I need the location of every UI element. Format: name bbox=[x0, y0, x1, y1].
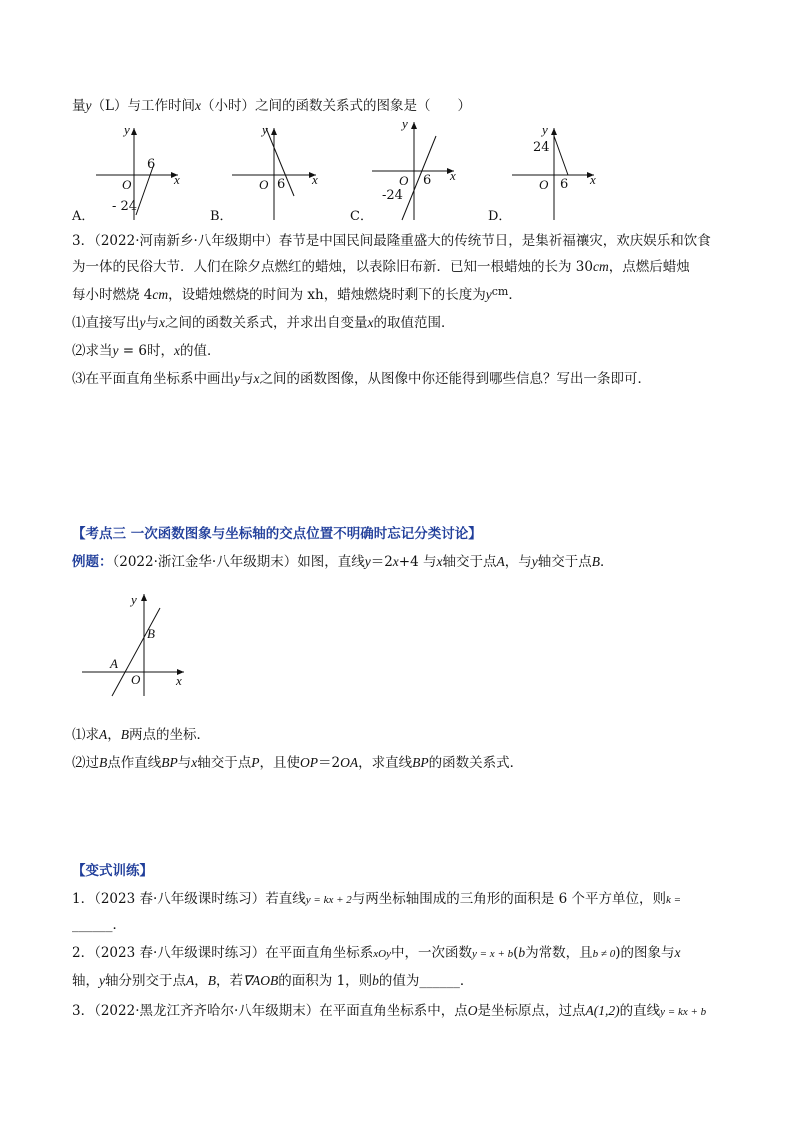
kp3-sub-2 bbox=[72, 753, 523, 773]
t3-b: 是坐标原点，过点 bbox=[477, 1003, 586, 1019]
t2-end: ． bbox=[459, 973, 474, 989]
q3-l3-text-b: ，设蜡烛燃烧的时间为 xh，蜡烛燃烧时剩下的长度为 bbox=[168, 287, 486, 303]
t1-k: k = bbox=[665, 894, 682, 906]
option-b-label[interactable]: B． bbox=[210, 209, 233, 224]
q3-p1-y: y bbox=[139, 315, 146, 330]
kp3-graph-y: y bbox=[131, 592, 137, 607]
option-c-tick-neg24: -24 bbox=[382, 188, 403, 203]
option-c-tick-6: 6 bbox=[423, 173, 432, 188]
kp3-ex-f: 轴交于点 bbox=[537, 554, 592, 570]
q2-var-y: y bbox=[85, 98, 92, 113]
t3-O: O bbox=[467, 1003, 478, 1018]
q3-p1-c: 之间的函数关系式，并求出自变量 bbox=[165, 315, 368, 331]
q3-p1-a: ⑴直接写出 bbox=[72, 315, 140, 331]
t2-x: x bbox=[674, 945, 681, 960]
option-a-tick-neg24: - 24 bbox=[112, 199, 138, 214]
q3-p2-x: x bbox=[173, 343, 180, 358]
option-a-origin: O bbox=[122, 177, 132, 192]
kp3-ex-g: ． bbox=[600, 554, 614, 570]
option-d-y-label: y bbox=[542, 122, 548, 137]
option-a-tick-6: 6 bbox=[147, 157, 156, 172]
q3-part-3 bbox=[72, 369, 651, 389]
t2-eq: y = x + b bbox=[472, 948, 514, 960]
kp3-ex-a: （2022·浙江金华·八年级期末）如图，直线 bbox=[112, 554, 365, 570]
option-d-tick-6: 6 bbox=[560, 177, 569, 192]
q3-part-2 bbox=[72, 341, 220, 361]
kp3-s2-B: B bbox=[99, 755, 108, 770]
t2-k: 的值为 bbox=[378, 973, 420, 989]
kp3-s2-x: x bbox=[191, 755, 198, 770]
option-b-tick-6: 6 bbox=[277, 177, 286, 192]
q3-l3-end: ． bbox=[508, 287, 522, 303]
training-q1 bbox=[72, 889, 681, 910]
t2-g: 轴分别交于点 bbox=[105, 973, 186, 989]
option-a-x-label: x bbox=[174, 172, 180, 187]
q3-l3-var-y: y bbox=[485, 287, 492, 302]
option-d-label[interactable]: D． bbox=[488, 209, 512, 224]
q2-text-a: 量 bbox=[72, 98, 86, 114]
kp3-graph-point-A: A bbox=[110, 656, 118, 671]
q3-part-1 bbox=[72, 313, 455, 333]
kp3-ex-e: ，与 bbox=[504, 554, 532, 570]
t2-ne: b ≠ 0 bbox=[592, 948, 616, 960]
kp3-graph-origin: O bbox=[131, 672, 141, 687]
kp3-s2-a: ⑵过 bbox=[72, 755, 99, 771]
kp3-s2-e: ，且使 bbox=[259, 755, 300, 771]
option-d-tick-24: 24 bbox=[533, 140, 550, 155]
kp3-ex-c: +4 与 bbox=[398, 554, 437, 570]
t1-b: 与两坐标轴围成的三角形的面积是 6 个平方单位，则 bbox=[351, 891, 666, 907]
t1-answer-blank[interactable]: ______ bbox=[72, 917, 113, 933]
t2-b2: b bbox=[372, 973, 379, 988]
training-q2-line2 bbox=[72, 971, 473, 991]
kp3-s2-P: P bbox=[251, 755, 260, 770]
t2-B: B bbox=[207, 973, 216, 988]
q3-p3-y: y bbox=[234, 371, 240, 386]
kp3-s2-OA: OA bbox=[340, 755, 359, 770]
kp3-s2-BP2: BP bbox=[412, 755, 429, 770]
kp3-ex-x: x bbox=[392, 554, 399, 569]
kp3-graph-x: x bbox=[176, 673, 182, 688]
kp3-ex-A: A bbox=[496, 554, 505, 569]
q3-p3-x: x bbox=[253, 371, 260, 386]
kp3-s1-a: ⑴求 bbox=[72, 727, 99, 743]
kp3-ex-y2: y bbox=[531, 554, 538, 569]
kp3-s2-c: 与 bbox=[177, 755, 192, 771]
t2-b: 中，一次函数 bbox=[391, 945, 472, 961]
q3-l3-text: 每小时燃烧 4 bbox=[72, 287, 153, 303]
kp3-s1-A: A bbox=[99, 727, 108, 742]
training-title: 【变式训练】 bbox=[72, 863, 153, 879]
t2-A: A bbox=[186, 973, 195, 988]
t1-end: ． bbox=[112, 917, 126, 933]
kp3-s2-OP: OP bbox=[300, 755, 318, 770]
kp3-s2-b: 点作直线 bbox=[107, 755, 162, 771]
kp3-ex-y: y bbox=[364, 554, 371, 569]
t2-triangle: ∇AOB bbox=[243, 973, 279, 988]
kp3-title: 【考点三 一次函数图象与坐标轴的交点位置不明确时忘记分类讨论】 bbox=[72, 526, 482, 542]
t1-a: 1．（2023 春·八年级课时练习）若直线 bbox=[72, 891, 306, 907]
q2-stem bbox=[72, 96, 471, 116]
q3-p1-b: 与 bbox=[145, 315, 159, 331]
kp3-graph-point-B: B bbox=[147, 626, 155, 641]
kp3-ex-x2: x bbox=[436, 554, 443, 569]
q3-p2-a: ⑵求当 bbox=[72, 343, 113, 359]
t2-j: 的面积为 1，则 bbox=[278, 973, 373, 989]
kp3-s1-b: ， bbox=[107, 727, 121, 743]
t2-h: ， bbox=[194, 973, 208, 989]
q3-p1-d: 的取值范围． bbox=[373, 315, 455, 331]
option-c-x-label: x bbox=[450, 168, 456, 183]
t1-eq: y = kx + 2 bbox=[305, 894, 352, 906]
q3-p3-b: 与 bbox=[240, 371, 254, 387]
q3-p3-c: 之间的函数图像，从图像中你还能得到哪些信息？写出一条即可． bbox=[259, 371, 651, 387]
kp3-s2-f: ＝2 bbox=[318, 755, 341, 771]
option-c-label[interactable]: C． bbox=[350, 209, 373, 224]
kp3-sub-1 bbox=[72, 725, 210, 745]
training-q3 bbox=[72, 1001, 706, 1022]
option-b-y-label: y bbox=[262, 122, 268, 137]
t2-i: ，若 bbox=[216, 973, 243, 989]
option-b-x-label: x bbox=[312, 172, 318, 187]
option-c-origin: O bbox=[399, 173, 409, 188]
t2-answer-blank[interactable]: ______ bbox=[419, 973, 460, 989]
q3-p1-x2: x bbox=[367, 315, 374, 330]
q3-p1-x: x bbox=[159, 315, 165, 330]
t2-f: 轴， bbox=[72, 973, 99, 989]
option-a-y-label: y bbox=[124, 122, 130, 137]
option-c-y-label: y bbox=[402, 116, 408, 131]
t2-e: )的图象与 bbox=[615, 945, 675, 961]
t2-a: 2．（2023 春·八年级课时练习）在平面直角坐标系 bbox=[72, 945, 374, 961]
t2-d: 为常数，且 bbox=[525, 945, 593, 961]
option-b-origin: O bbox=[259, 177, 269, 192]
t3-point: A(1,2) bbox=[585, 1003, 620, 1018]
training-q1-answer bbox=[72, 915, 126, 935]
q3-p2-y: y bbox=[112, 343, 119, 358]
t3-a: 3．（2022·黑龙江齐齐哈尔·八年级期末）在平面直角坐标系中，点 bbox=[72, 1003, 468, 1019]
kp3-ex-d: 轴交于点 bbox=[442, 554, 497, 570]
training-q2-line1 bbox=[72, 943, 680, 964]
q3-p2-b: = 6时， bbox=[118, 343, 174, 359]
q3-l2-unit: cm bbox=[592, 259, 609, 274]
option-d-x-label: x bbox=[590, 172, 596, 187]
q3-line-2 bbox=[72, 257, 690, 277]
q2-text-c: （小时）之间的函数关系式的图象是（ ） bbox=[200, 98, 471, 114]
q3-l2-text-b: ，点燃后蜡烛 bbox=[608, 259, 690, 275]
q3-l3-unit-cm: cm bbox=[491, 285, 509, 298]
t3-c: 的直线 bbox=[619, 1003, 661, 1019]
kp3-ex-b: ＝2 bbox=[370, 554, 393, 570]
kp3-s2-h: 的函数关系式． bbox=[428, 755, 524, 771]
kp3-ex-B: B bbox=[591, 554, 600, 569]
t2-c: ( bbox=[513, 945, 519, 961]
q2-var-x: x bbox=[194, 98, 201, 113]
q3-line-1: 3．（2022·河南新乡·八年级期中）春节是中国民间最隆重盛大的传统节日，是集祈福禳灾，欢庆娱乐和饮食 bbox=[72, 233, 711, 249]
kp3-s1-B: B bbox=[120, 727, 129, 742]
kp3-example-label: 例题： bbox=[72, 554, 113, 570]
t2-y: y bbox=[99, 973, 105, 988]
q3-line-3 bbox=[72, 285, 522, 306]
q3-l2-text: 为一体的民俗大节．人们在除夕点燃红的蜡烛，以表除旧布新．已知一根蜡烛的长为 30 bbox=[72, 259, 593, 275]
kp3-s2-g: ，求直线 bbox=[358, 755, 413, 771]
t3-eq: y = kx + b bbox=[660, 1006, 707, 1018]
kp3-s2-d: 轴交于点 bbox=[197, 755, 252, 771]
kp3-s2-BP: BP bbox=[161, 755, 178, 770]
kp3-example bbox=[72, 552, 614, 572]
q3-l3-unit: cm bbox=[152, 287, 169, 302]
t2-bvar: b bbox=[518, 945, 526, 960]
q2-text-b: （L）与工作时间 bbox=[91, 98, 195, 114]
t2-xoy: xOy bbox=[373, 948, 391, 960]
option-d-origin: O bbox=[539, 177, 549, 192]
kp3-example-graph bbox=[76, 590, 196, 700]
q3-p2-c: 的值． bbox=[179, 343, 221, 359]
kp3-s1-c: 两点的坐标． bbox=[129, 727, 210, 743]
q3-p3-a: ⑶在平面直角坐标系中画出 bbox=[72, 371, 234, 387]
option-a-label[interactable]: A． bbox=[72, 209, 95, 224]
